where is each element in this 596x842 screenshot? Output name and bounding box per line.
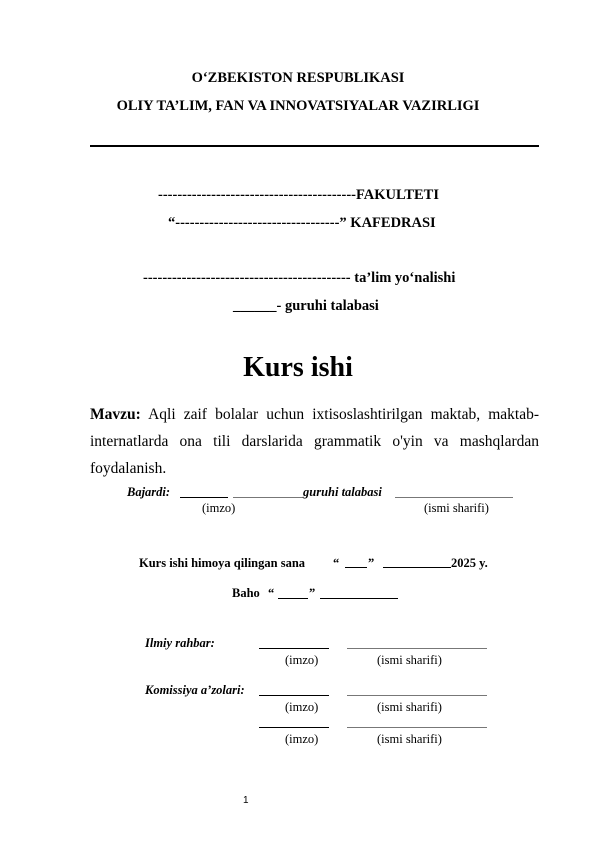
- grade-text-blank: [320, 598, 398, 599]
- faculty-line: -----------------------------------------FAKULTETI: [158, 187, 439, 203]
- commission-name-caption-2: (ismi sharifi): [377, 732, 442, 746]
- grade-label: Baho: [232, 586, 260, 600]
- performed-label: Bajardi:: [127, 485, 171, 499]
- performed-group-blank: [233, 497, 303, 498]
- group-line: ______- guruhi talabasi: [233, 298, 379, 314]
- defense-close-quote: ”: [368, 556, 375, 570]
- defense-open-quote: “: [333, 556, 340, 570]
- performed-group-label: guruhi talabasi: [303, 485, 382, 499]
- commission-name-line-1: [347, 695, 487, 696]
- document-title: Kurs ishi: [243, 352, 353, 383]
- grade-close-quote: ”: [309, 586, 316, 600]
- performed-name-caption: (ismi sharifi): [424, 501, 489, 515]
- topic-label: Mavzu:: [90, 406, 141, 423]
- header-divider: [90, 145, 539, 147]
- supervisor-signature-line: [259, 648, 329, 649]
- commission-signature-caption-2: (imzo): [285, 732, 319, 746]
- performed-signature-line: [180, 497, 228, 498]
- supervisor-name-caption: (ismi sharifi): [377, 653, 442, 667]
- commission-label: Komissiya a’zolari:: [145, 683, 245, 697]
- grade-open-quote: “: [268, 586, 275, 600]
- commission-name-line-2: [347, 727, 487, 728]
- ministry-header-line2: OLIY TA’LIM, FAN VA INNOVATSIYALAR VAZIRLIGI: [116, 98, 480, 114]
- commission-signature-line-2: [259, 727, 329, 728]
- commission-signature-line-1: [259, 695, 329, 696]
- supervisor-name-line: [347, 648, 487, 649]
- page-number: 1: [243, 795, 249, 806]
- department-line: “----------------------------------” KAFEDRASI: [168, 215, 436, 231]
- topic-paragraph: [90, 401, 539, 482]
- performed-name-line: [395, 497, 513, 498]
- defense-date-label: Kurs ishi himoya qilingan sana: [139, 556, 306, 570]
- defense-year: 2025 y.: [451, 556, 488, 570]
- defense-month-blank: [383, 567, 451, 568]
- commission-signature-caption-1: (imzo): [285, 700, 319, 714]
- supervisor-label: Ilmiy rahbar:: [145, 636, 215, 650]
- grade-value-blank: [278, 598, 308, 599]
- commission-name-caption-1: (ismi sharifi): [377, 700, 442, 714]
- direction-line: ------------------------------------------- ta’lim yo‘nalishi: [143, 270, 456, 286]
- supervisor-signature-caption: (imzo): [285, 653, 319, 667]
- topic-text: Aqli zaif bolalar uchun ixtisoslashtirilgan maktab, maktab-internatlarda ona tili darslarida grammatik o'yin va mashqlardan foydalanish.: [90, 406, 539, 477]
- defense-day-blank: [345, 567, 367, 568]
- performed-signature-caption: (imzo): [202, 501, 236, 515]
- ministry-header-line1: O‘ZBEKISTON RESPUBLIKASI: [191, 70, 405, 86]
